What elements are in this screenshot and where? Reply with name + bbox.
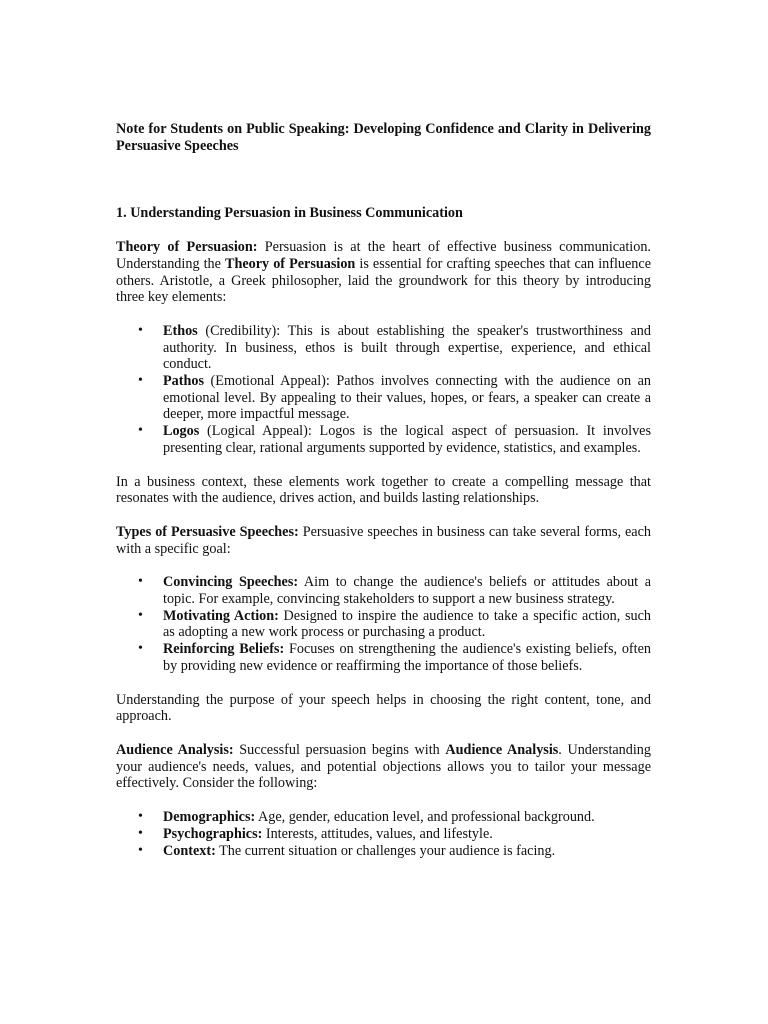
list-item-term: Demographics: xyxy=(163,809,256,826)
persuasion-elements-list xyxy=(116,323,651,457)
list-item-motivating xyxy=(163,608,651,641)
list-item-ethos xyxy=(163,323,651,373)
theory-bold-term: Theory of Persuasion xyxy=(225,255,356,272)
audience-bold-term: Audience Analysis xyxy=(445,741,559,758)
list-item-pathos xyxy=(163,373,651,423)
list-item-term: Convincing Speeches: xyxy=(163,574,299,591)
list-item-text: (Credibility): This is about establishing the speaker's trustworthiness and authority. In business, ethos is built through expertise, experience, and ethical conduct. xyxy=(163,322,651,373)
list-item-logos xyxy=(163,423,651,456)
list-item-text: The current situation or challenges your audience is facing. xyxy=(215,842,556,859)
section-heading: 1. Understanding Persuasion in Business Communication xyxy=(116,205,463,222)
speech-types-list xyxy=(116,574,651,674)
list-item-psychographics xyxy=(163,826,651,843)
purpose-paragraph: Understanding the purpose of your speech helps in choosing the right content, tone, and approach. xyxy=(116,691,651,725)
list-item-term: Context: xyxy=(163,842,216,859)
list-item-reinforcing xyxy=(163,641,651,674)
document-title: Note for Students on Public Speaking: Developing Confidence and Clarity in Delivering Persuasive Speeches xyxy=(116,121,651,154)
list-item-demographics xyxy=(163,809,651,826)
audience-analysis-paragraph xyxy=(116,742,651,792)
list-item-text: Aim to change the audience's beliefs or attitudes about a topic. For example, convincing stakeholders to support a new business strategy. xyxy=(163,574,651,608)
theory-text-a: Persuasion is at the heart of effective business communication. Understanding the xyxy=(116,239,651,272)
list-item-term: Psychographics: xyxy=(163,825,263,842)
list-item-term: Reinforcing Beliefs: xyxy=(163,641,285,658)
list-item-term: Pathos xyxy=(163,373,204,390)
theory-of-persuasion-paragraph xyxy=(116,239,651,306)
list-item-text: (Logical Appeal): Logos is the logical aspect of persuasion. It involves presenting clear, rational arguments supported by evidence, statistics, and examples. xyxy=(163,423,651,456)
audience-factors-list xyxy=(116,809,651,859)
audience-text-a: Successful persuasion begins with xyxy=(233,741,446,758)
list-item-text: Interests, attitudes, values, and lifestyle. xyxy=(262,825,493,842)
list-item-context xyxy=(163,843,651,860)
document-page xyxy=(116,121,651,859)
business-context-paragraph: In a business context, these elements work together to create a compelling message that resonates with the audience, drives action, and builds lasting relationships. xyxy=(116,473,651,507)
theory-text-b: is essential for crafting speeches that can influence others. Aristotle, a Greek philosopher, laid the groundwork for this theory by introducing three key elements: xyxy=(116,255,651,306)
list-item-term: Logos xyxy=(163,423,200,440)
list-item-term: Ethos xyxy=(163,322,198,339)
list-item-text: Age, gender, education level, and professional background. xyxy=(255,809,595,826)
audience-text-b: . Understanding your audience's needs, values, and potential objections allows you to tailor your message effectively. Consider the following: xyxy=(116,741,651,792)
types-label: Types of Persuasive Speeches: xyxy=(116,523,299,540)
list-item-term: Motivating Action: xyxy=(163,607,279,624)
theory-label: Theory of Persuasion: xyxy=(116,239,258,256)
audience-label: Audience Analysis: xyxy=(116,741,234,758)
types-paragraph xyxy=(116,524,651,557)
list-item-text: Focuses on strengthening the audience's existing beliefs, often by providing new evidence or reaffirming the importance of those beliefs. xyxy=(163,641,651,674)
list-item-text: Designed to inspire the audience to take a specific action, such as adopting a new work process or purchasing a product. xyxy=(163,607,651,641)
list-item-convincing xyxy=(163,574,651,607)
types-text: Persuasive speeches in business can take several forms, each with a specific goal: xyxy=(116,523,651,557)
list-item-text: (Emotional Appeal): Pathos involves connecting with the audience on an emotional level. By appealing to their values, hopes, or fears, a speaker can create a deeper, more impactful message. xyxy=(163,373,651,423)
